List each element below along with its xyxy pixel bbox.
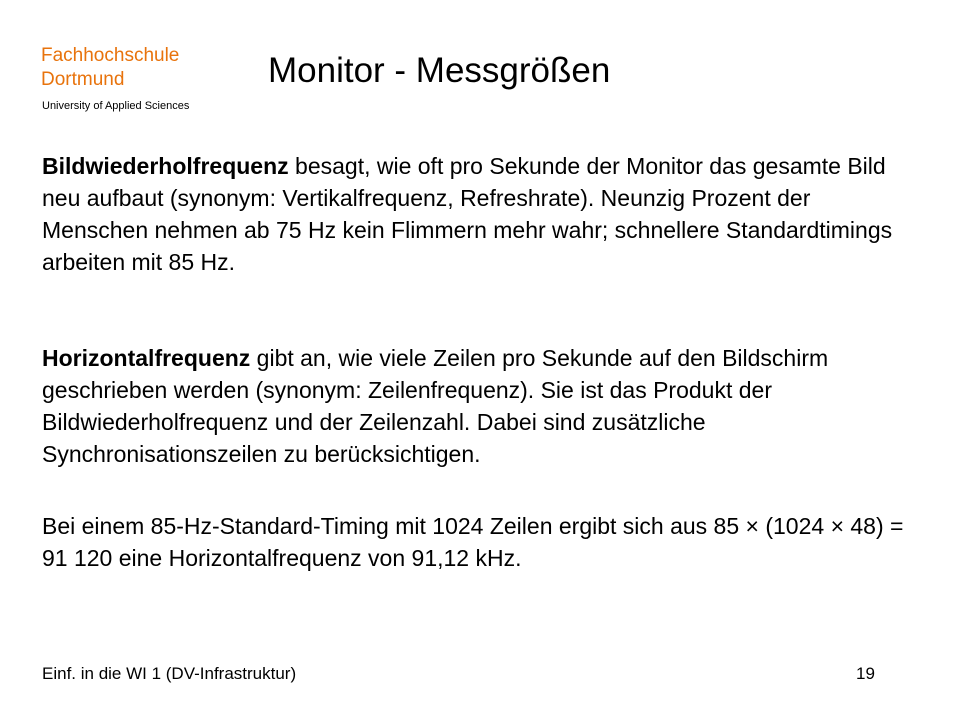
paragraph-text: Bei einem 85-Hz-Standard-Timing mit 1024 Zeilen ergibt sich aus 85 × (1024 × 48) = 91 120 eine Horizontalfrequenz von 91,12 kHz. (42, 513, 904, 571)
paragraph-refresh-rate (42, 150, 922, 278)
term-refresh-rate: Bildwiederholfrequenz (42, 153, 289, 179)
logo-subtitle: University of Applied Sciences (42, 100, 190, 112)
term-horizontal-frequency: Horizontalfrequenz (42, 345, 251, 371)
paragraph-horizontal-frequency (42, 342, 922, 470)
logo-line-2: Dortmund (41, 69, 125, 90)
logo-line-1: Fachhochschule (41, 45, 180, 66)
page-number: 19 (856, 664, 875, 683)
paragraph-text: besagt, wie oft pro Sekunde der Monitor das gesamte Bild neu aufbaut (synonym: Vertikalfrequenz, Refreshrate). Neunzig Prozent der Menschen nehmen ab 75 Hz kein Flimmern mehr wahr; schnellere Standardtimings arbeiten mit 85 Hz. (42, 153, 893, 275)
paragraph-text: gibt an, wie viele Zeilen pro Sekunde auf den Bildschirm geschrieben werden (synonym: Zeilenfrequenz). Sie ist das Produkt der Bildwiederholfrequenz und der Zeilenzahl. Dabei sind zusätzliche Synchronisationszeilen zu berücksichtigen. (42, 345, 829, 467)
paragraph-example (42, 510, 922, 574)
slide-title: Monitor - Messgrößen (268, 51, 611, 90)
footer-course: Einf. in die WI 1 (DV-Infrastruktur) (42, 664, 297, 683)
